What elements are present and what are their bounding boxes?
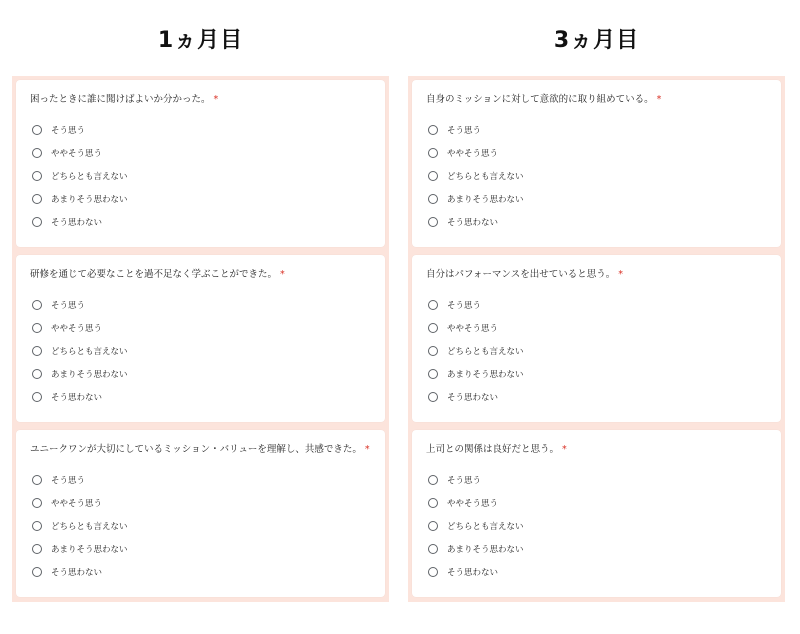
radio-option[interactable] — [426, 118, 767, 141]
question-text: 研修を通じて必要なことを過不足なく学ぶことができた。 * — [30, 269, 285, 280]
radio-option[interactable] — [30, 468, 371, 491]
question-card — [412, 430, 781, 597]
question-card — [16, 430, 385, 597]
required-mark: * — [364, 444, 370, 455]
survey-panel — [12, 76, 389, 602]
option-label: あまりそう思わない — [447, 195, 524, 206]
radio-button[interactable] — [32, 148, 42, 158]
radio-option[interactable] — [30, 363, 371, 386]
radio-option[interactable] — [30, 514, 371, 537]
required-mark: * — [213, 94, 219, 105]
radio-option[interactable] — [30, 188, 371, 211]
radio-button[interactable] — [428, 346, 438, 356]
column-month-3 — [408, 0, 785, 602]
radio-button[interactable] — [32, 544, 42, 554]
radio-option[interactable] — [426, 339, 767, 362]
radio-button[interactable] — [428, 475, 438, 485]
radio-button[interactable] — [428, 544, 438, 554]
radio-option[interactable] — [426, 164, 767, 187]
required-mark: * — [656, 94, 662, 105]
option-label: あまりそう思わない — [51, 370, 128, 381]
radio-button[interactable] — [32, 369, 42, 379]
option-label: そう思わない — [51, 393, 103, 404]
option-label: そう思う — [51, 475, 86, 486]
radio-button[interactable] — [428, 217, 438, 227]
radio-button[interactable] — [32, 521, 42, 531]
option-label: ややそう思う — [447, 498, 499, 509]
radio-option[interactable] — [30, 118, 371, 141]
question-text: 自身のミッションに対して意欲的に取り組めている。 * — [426, 94, 662, 105]
question-card — [412, 80, 781, 247]
option-label: ややそう思う — [51, 498, 103, 509]
radio-option[interactable] — [426, 293, 767, 316]
radio-button[interactable] — [428, 148, 438, 158]
radio-option[interactable] — [426, 141, 767, 164]
option-label: そう思う — [447, 300, 482, 311]
radio-button[interactable] — [428, 567, 438, 577]
radio-button[interactable] — [428, 369, 438, 379]
radio-option[interactable] — [426, 211, 767, 234]
radio-option[interactable] — [426, 538, 767, 561]
radio-button[interactable] — [32, 217, 42, 227]
radio-option[interactable] — [30, 386, 371, 409]
column-title: 3ヵ月目 — [553, 28, 640, 53]
option-label: どちらとも言えない — [51, 171, 128, 182]
option-label: あまりそう思わない — [447, 545, 524, 556]
column-month-1 — [12, 0, 389, 602]
radio-option[interactable] — [30, 538, 371, 561]
radio-option[interactable] — [30, 491, 371, 514]
radio-option[interactable] — [426, 468, 767, 491]
column-title: 1ヵ月目 — [157, 28, 244, 53]
radio-button[interactable] — [428, 498, 438, 508]
radio-button[interactable] — [428, 521, 438, 531]
radio-option[interactable] — [30, 211, 371, 234]
option-label: ややそう思う — [447, 148, 499, 159]
option-label: そう思う — [447, 475, 482, 486]
option-label: そう思う — [51, 300, 86, 311]
radio-button[interactable] — [428, 194, 438, 204]
radio-option[interactable] — [30, 339, 371, 362]
option-label: そう思わない — [447, 218, 499, 229]
radio-option[interactable] — [426, 363, 767, 386]
option-label: そう思わない — [51, 568, 103, 579]
question-text: 困ったときに誰に聞けばよいか分かった。 * — [30, 94, 219, 105]
radio-button[interactable] — [428, 125, 438, 135]
option-label: そう思わない — [447, 568, 499, 579]
radio-button[interactable] — [32, 323, 42, 333]
option-label: ややそう思う — [447, 323, 499, 334]
question-text: 上司との関係は良好だと思う。 * — [426, 444, 567, 455]
question-card — [16, 80, 385, 247]
question-card — [412, 255, 781, 422]
radio-button[interactable] — [32, 567, 42, 577]
option-label: そう思う — [447, 125, 482, 136]
radio-button[interactable] — [428, 171, 438, 181]
survey-panel — [408, 76, 785, 602]
option-label: そう思う — [51, 125, 86, 136]
option-label: どちらとも言えない — [447, 171, 524, 182]
radio-button[interactable] — [428, 300, 438, 310]
radio-option[interactable] — [426, 491, 767, 514]
option-label: あまりそう思わない — [51, 195, 128, 206]
option-label: あまりそう思わない — [447, 370, 524, 381]
radio-option[interactable] — [426, 514, 767, 537]
radio-button[interactable] — [32, 498, 42, 508]
radio-button[interactable] — [32, 171, 42, 181]
radio-button[interactable] — [32, 475, 42, 485]
radio-option[interactable] — [426, 188, 767, 211]
radio-option[interactable] — [30, 141, 371, 164]
option-label: そう思わない — [51, 218, 103, 229]
radio-button[interactable] — [32, 346, 42, 356]
radio-option[interactable] — [426, 386, 767, 409]
radio-button[interactable] — [32, 392, 42, 402]
required-mark: * — [280, 269, 285, 280]
option-label: あまりそう思わない — [51, 545, 128, 556]
option-label: そう思わない — [447, 393, 499, 404]
radio-option[interactable] — [30, 316, 371, 339]
option-label: どちらとも言えない — [51, 346, 128, 357]
required-mark: * — [618, 269, 623, 280]
option-label: どちらとも言えない — [447, 346, 524, 357]
radio-button[interactable] — [32, 125, 42, 135]
required-mark: * — [562, 444, 567, 455]
option-label: どちらとも言えない — [447, 521, 524, 532]
radio-option[interactable] — [426, 316, 767, 339]
radio-button[interactable] — [428, 392, 438, 402]
radio-option[interactable] — [30, 561, 371, 584]
option-label: ややそう思う — [51, 148, 103, 159]
option-label: どちらとも言えない — [51, 521, 128, 532]
question-card — [16, 255, 385, 422]
option-label: ややそう思う — [51, 323, 103, 334]
radio-option[interactable] — [426, 561, 767, 584]
question-text: 自分はパフォーマンスを出せていると思う。 * — [426, 269, 623, 280]
radio-option[interactable] — [30, 164, 371, 187]
question-text: ユニークワンが大切にしているミッション・バリューを理解し、共感できた。 * — [30, 444, 370, 455]
radio-button[interactable] — [428, 323, 438, 333]
radio-option[interactable] — [30, 293, 371, 316]
radio-button[interactable] — [32, 194, 42, 204]
radio-button[interactable] — [32, 300, 42, 310]
